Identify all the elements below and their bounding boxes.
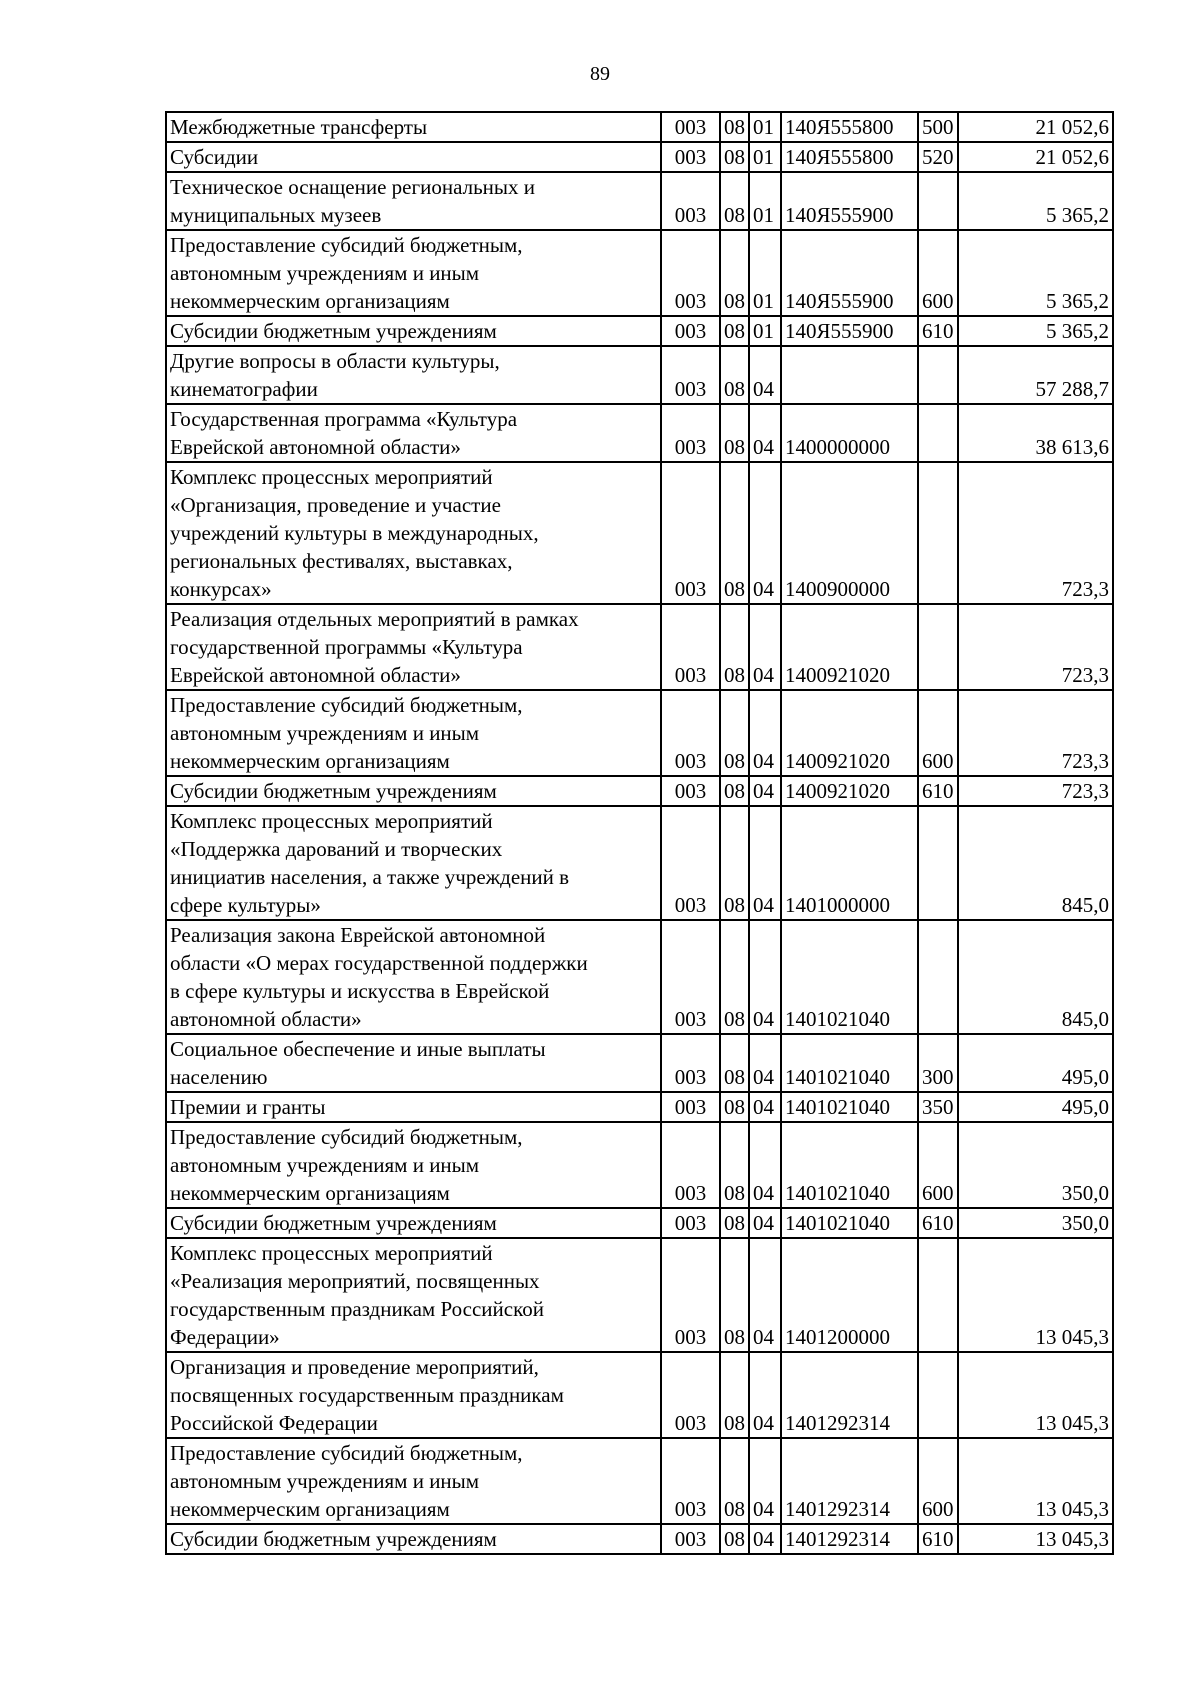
- table-row: [166, 1524, 1113, 1554]
- ministry-code-cell: 003: [661, 1238, 720, 1352]
- section-code-cell: 08: [720, 1438, 749, 1524]
- expense-type-code-cell: [918, 346, 958, 404]
- table-row: [166, 920, 1113, 1034]
- table-row: [166, 690, 1113, 776]
- target-article-code-cell: 140Я555900: [781, 172, 918, 230]
- table-row: [166, 112, 1113, 142]
- target-article-code-cell: 1401021040: [781, 1092, 918, 1122]
- amount-cell: 13 045,3: [958, 1352, 1113, 1438]
- item-name-cell: Субсидии бюджетным учреждениям: [166, 1524, 661, 1554]
- expense-type-code-cell: 600: [918, 1122, 958, 1208]
- expense-type-code-cell: 350: [918, 1092, 958, 1122]
- item-name-cell: Реализация закона Еврейской автономной области «О мерах государственной поддержки в сфере культуры и искусства в Еврейской автономной области»: [166, 920, 661, 1034]
- target-article-code-cell: 1401292314: [781, 1524, 918, 1554]
- section-code-cell: 08: [720, 1092, 749, 1122]
- item-name-cell: Предоставление субсидий бюджетным, автономным учреждениям и иным некоммерческим организациям: [166, 1438, 661, 1524]
- item-name-cell: Государственная программа «Культура Еврейской автономной области»: [166, 404, 661, 462]
- amount-cell: 5 365,2: [958, 172, 1113, 230]
- table-row: [166, 776, 1113, 806]
- page-number: 89: [590, 63, 610, 85]
- item-name-cell: Межбюджетные трансферты: [166, 112, 661, 142]
- amount-cell: 57 288,7: [958, 346, 1113, 404]
- table-row: [166, 1122, 1113, 1208]
- item-name-cell: Премии и гранты: [166, 1092, 661, 1122]
- subsection-code-cell: 04: [749, 1034, 781, 1092]
- target-article-code-cell: 1401021040: [781, 1122, 918, 1208]
- expense-type-code-cell: 610: [918, 316, 958, 346]
- subsection-code-cell: 01: [749, 112, 781, 142]
- subsection-code-cell: 04: [749, 462, 781, 604]
- expense-type-code-cell: 600: [918, 690, 958, 776]
- ministry-code-cell: 003: [661, 1524, 720, 1554]
- target-article-code-cell: 1401021040: [781, 1034, 918, 1092]
- table-row: [166, 462, 1113, 604]
- amount-cell: 845,0: [958, 920, 1113, 1034]
- amount-cell: 495,0: [958, 1092, 1113, 1122]
- item-name-cell: Техническое оснащение региональных и муниципальных музеев: [166, 172, 661, 230]
- target-article-code-cell: 140Я555900: [781, 230, 918, 316]
- table-row: [166, 1238, 1113, 1352]
- amount-cell: 350,0: [958, 1122, 1113, 1208]
- ministry-code-cell: 003: [661, 1352, 720, 1438]
- expense-type-code-cell: [918, 806, 958, 920]
- target-article-code-cell: 140Я555800: [781, 142, 918, 172]
- amount-cell: 21 052,6: [958, 112, 1113, 142]
- table-row: [166, 604, 1113, 690]
- section-code-cell: 08: [720, 1352, 749, 1438]
- target-article-code-cell: 1401021040: [781, 1208, 918, 1238]
- amount-cell: 13 045,3: [958, 1438, 1113, 1524]
- expense-type-code-cell: 300: [918, 1034, 958, 1092]
- table-row: [166, 346, 1113, 404]
- amount-cell: 5 365,2: [958, 230, 1113, 316]
- item-name-cell: Другие вопросы в области культуры, кинематографии: [166, 346, 661, 404]
- item-name-cell: Предоставление субсидий бюджетным, автономным учреждениям и иным некоммерческим организациям: [166, 1122, 661, 1208]
- ministry-code-cell: 003: [661, 1208, 720, 1238]
- target-article-code-cell: 1401292314: [781, 1438, 918, 1524]
- subsection-code-cell: 04: [749, 690, 781, 776]
- section-code-cell: 08: [720, 112, 749, 142]
- section-code-cell: 08: [720, 806, 749, 920]
- subsection-code-cell: 01: [749, 230, 781, 316]
- ministry-code-cell: 003: [661, 690, 720, 776]
- subsection-code-cell: 04: [749, 806, 781, 920]
- expense-type-code-cell: 610: [918, 1208, 958, 1238]
- section-code-cell: 08: [720, 776, 749, 806]
- expense-type-code-cell: [918, 604, 958, 690]
- expense-type-code-cell: 520: [918, 142, 958, 172]
- ministry-code-cell: 003: [661, 172, 720, 230]
- expense-type-code-cell: 610: [918, 776, 958, 806]
- section-code-cell: 08: [720, 142, 749, 172]
- target-article-code-cell: 1401000000: [781, 806, 918, 920]
- amount-cell: 723,3: [958, 462, 1113, 604]
- subsection-code-cell: 04: [749, 1238, 781, 1352]
- amount-cell: 350,0: [958, 1208, 1113, 1238]
- amount-cell: 723,3: [958, 604, 1113, 690]
- ministry-code-cell: 003: [661, 316, 720, 346]
- subsection-code-cell: 01: [749, 316, 781, 346]
- section-code-cell: 08: [720, 690, 749, 776]
- ministry-code-cell: 003: [661, 346, 720, 404]
- subsection-code-cell: 01: [749, 142, 781, 172]
- expense-type-code-cell: [918, 172, 958, 230]
- ministry-code-cell: 003: [661, 230, 720, 316]
- item-name-cell: Организация и проведение мероприятий, посвященных государственным праздникам Российской Федерации: [166, 1352, 661, 1438]
- target-article-code-cell: 1400900000: [781, 462, 918, 604]
- subsection-code-cell: 04: [749, 776, 781, 806]
- ministry-code-cell: 003: [661, 920, 720, 1034]
- target-article-code-cell: 140Я555900: [781, 316, 918, 346]
- section-code-cell: 08: [720, 1122, 749, 1208]
- target-article-code-cell: 1400921020: [781, 690, 918, 776]
- item-name-cell: Субсидии: [166, 142, 661, 172]
- item-name-cell: Комплекс процессных мероприятий «Организация, проведение и участие учреждений культуры в международных, региональных фестивалях, выставках, конкурсах»: [166, 462, 661, 604]
- section-code-cell: 08: [720, 1208, 749, 1238]
- table-row: [166, 806, 1113, 920]
- target-article-code-cell: 1400921020: [781, 776, 918, 806]
- table-row: [166, 1438, 1113, 1524]
- section-code-cell: 08: [720, 1524, 749, 1554]
- subsection-code-cell: 04: [749, 1352, 781, 1438]
- target-article-code-cell: 1400921020: [781, 604, 918, 690]
- section-code-cell: 08: [720, 346, 749, 404]
- budget-table: [165, 111, 1114, 1555]
- expense-type-code-cell: 600: [918, 1438, 958, 1524]
- table-row: [166, 230, 1113, 316]
- section-code-cell: 08: [720, 230, 749, 316]
- section-code-cell: 08: [720, 462, 749, 604]
- expense-type-code-cell: 500: [918, 112, 958, 142]
- ministry-code-cell: 003: [661, 1438, 720, 1524]
- target-article-code-cell: 1401292314: [781, 1352, 918, 1438]
- amount-cell: 21 052,6: [958, 142, 1113, 172]
- expense-type-code-cell: [918, 1238, 958, 1352]
- subsection-code-cell: 04: [749, 404, 781, 462]
- section-code-cell: 08: [720, 920, 749, 1034]
- ministry-code-cell: 003: [661, 1092, 720, 1122]
- subsection-code-cell: 04: [749, 1092, 781, 1122]
- ministry-code-cell: 003: [661, 462, 720, 604]
- item-name-cell: Субсидии бюджетным учреждениям: [166, 316, 661, 346]
- amount-cell: 723,3: [958, 690, 1113, 776]
- amount-cell: 495,0: [958, 1034, 1113, 1092]
- item-name-cell: Предоставление субсидий бюджетным, автономным учреждениям и иным некоммерческим организациям: [166, 690, 661, 776]
- expense-type-code-cell: [918, 920, 958, 1034]
- ministry-code-cell: 003: [661, 776, 720, 806]
- target-article-code-cell: 1400000000: [781, 404, 918, 462]
- expense-type-code-cell: 610: [918, 1524, 958, 1554]
- table-row: [166, 1034, 1113, 1092]
- subsection-code-cell: 01: [749, 172, 781, 230]
- amount-cell: 845,0: [958, 806, 1113, 920]
- subsection-code-cell: 04: [749, 1208, 781, 1238]
- section-code-cell: 08: [720, 1238, 749, 1352]
- amount-cell: 13 045,3: [958, 1524, 1113, 1554]
- item-name-cell: Реализация отдельных мероприятий в рамках государственной программы «Культура Еврейской автономной области»: [166, 604, 661, 690]
- expense-type-code-cell: [918, 462, 958, 604]
- subsection-code-cell: 04: [749, 920, 781, 1034]
- item-name-cell: Комплекс процессных мероприятий «Поддержка дарований и творческих инициатив населения, а также учреждений в сфере культуры»: [166, 806, 661, 920]
- section-code-cell: 08: [720, 172, 749, 230]
- amount-cell: 5 365,2: [958, 316, 1113, 346]
- subsection-code-cell: 04: [749, 1122, 781, 1208]
- ministry-code-cell: 003: [661, 604, 720, 690]
- ministry-code-cell: 003: [661, 806, 720, 920]
- item-name-cell: Социальное обеспечение и иные выплаты населению: [166, 1034, 661, 1092]
- table-row: [166, 404, 1113, 462]
- ministry-code-cell: 003: [661, 404, 720, 462]
- subsection-code-cell: 04: [749, 346, 781, 404]
- ministry-code-cell: 003: [661, 112, 720, 142]
- table-row: [166, 142, 1113, 172]
- table-body: [166, 112, 1113, 1554]
- expense-type-code-cell: 600: [918, 230, 958, 316]
- expense-type-code-cell: [918, 404, 958, 462]
- amount-cell: 13 045,3: [958, 1238, 1113, 1352]
- amount-cell: 38 613,6: [958, 404, 1113, 462]
- table-row: [166, 172, 1113, 230]
- ministry-code-cell: 003: [661, 1034, 720, 1092]
- table-row: [166, 1208, 1113, 1238]
- section-code-cell: 08: [720, 604, 749, 690]
- target-article-code-cell: 140Я555800: [781, 112, 918, 142]
- section-code-cell: 08: [720, 404, 749, 462]
- subsection-code-cell: 04: [749, 1524, 781, 1554]
- target-article-code-cell: 1401021040: [781, 920, 918, 1034]
- target-article-code-cell: 1401200000: [781, 1238, 918, 1352]
- section-code-cell: 08: [720, 1034, 749, 1092]
- amount-cell: 723,3: [958, 776, 1113, 806]
- item-name-cell: Субсидии бюджетным учреждениям: [166, 1208, 661, 1238]
- target-article-code-cell: [781, 346, 918, 404]
- item-name-cell: Предоставление субсидий бюджетным, автономным учреждениям и иным некоммерческим организациям: [166, 230, 661, 316]
- subsection-code-cell: 04: [749, 604, 781, 690]
- table-row: [166, 316, 1113, 346]
- expense-type-code-cell: [918, 1352, 958, 1438]
- ministry-code-cell: 003: [661, 142, 720, 172]
- item-name-cell: Комплекс процессных мероприятий «Реализация мероприятий, посвященных государственным праздникам Российской Федерации»: [166, 1238, 661, 1352]
- section-code-cell: 08: [720, 316, 749, 346]
- table-row: [166, 1092, 1113, 1122]
- subsection-code-cell: 04: [749, 1438, 781, 1524]
- table-row: [166, 1352, 1113, 1438]
- item-name-cell: Субсидии бюджетным учреждениям: [166, 776, 661, 806]
- ministry-code-cell: 003: [661, 1122, 720, 1208]
